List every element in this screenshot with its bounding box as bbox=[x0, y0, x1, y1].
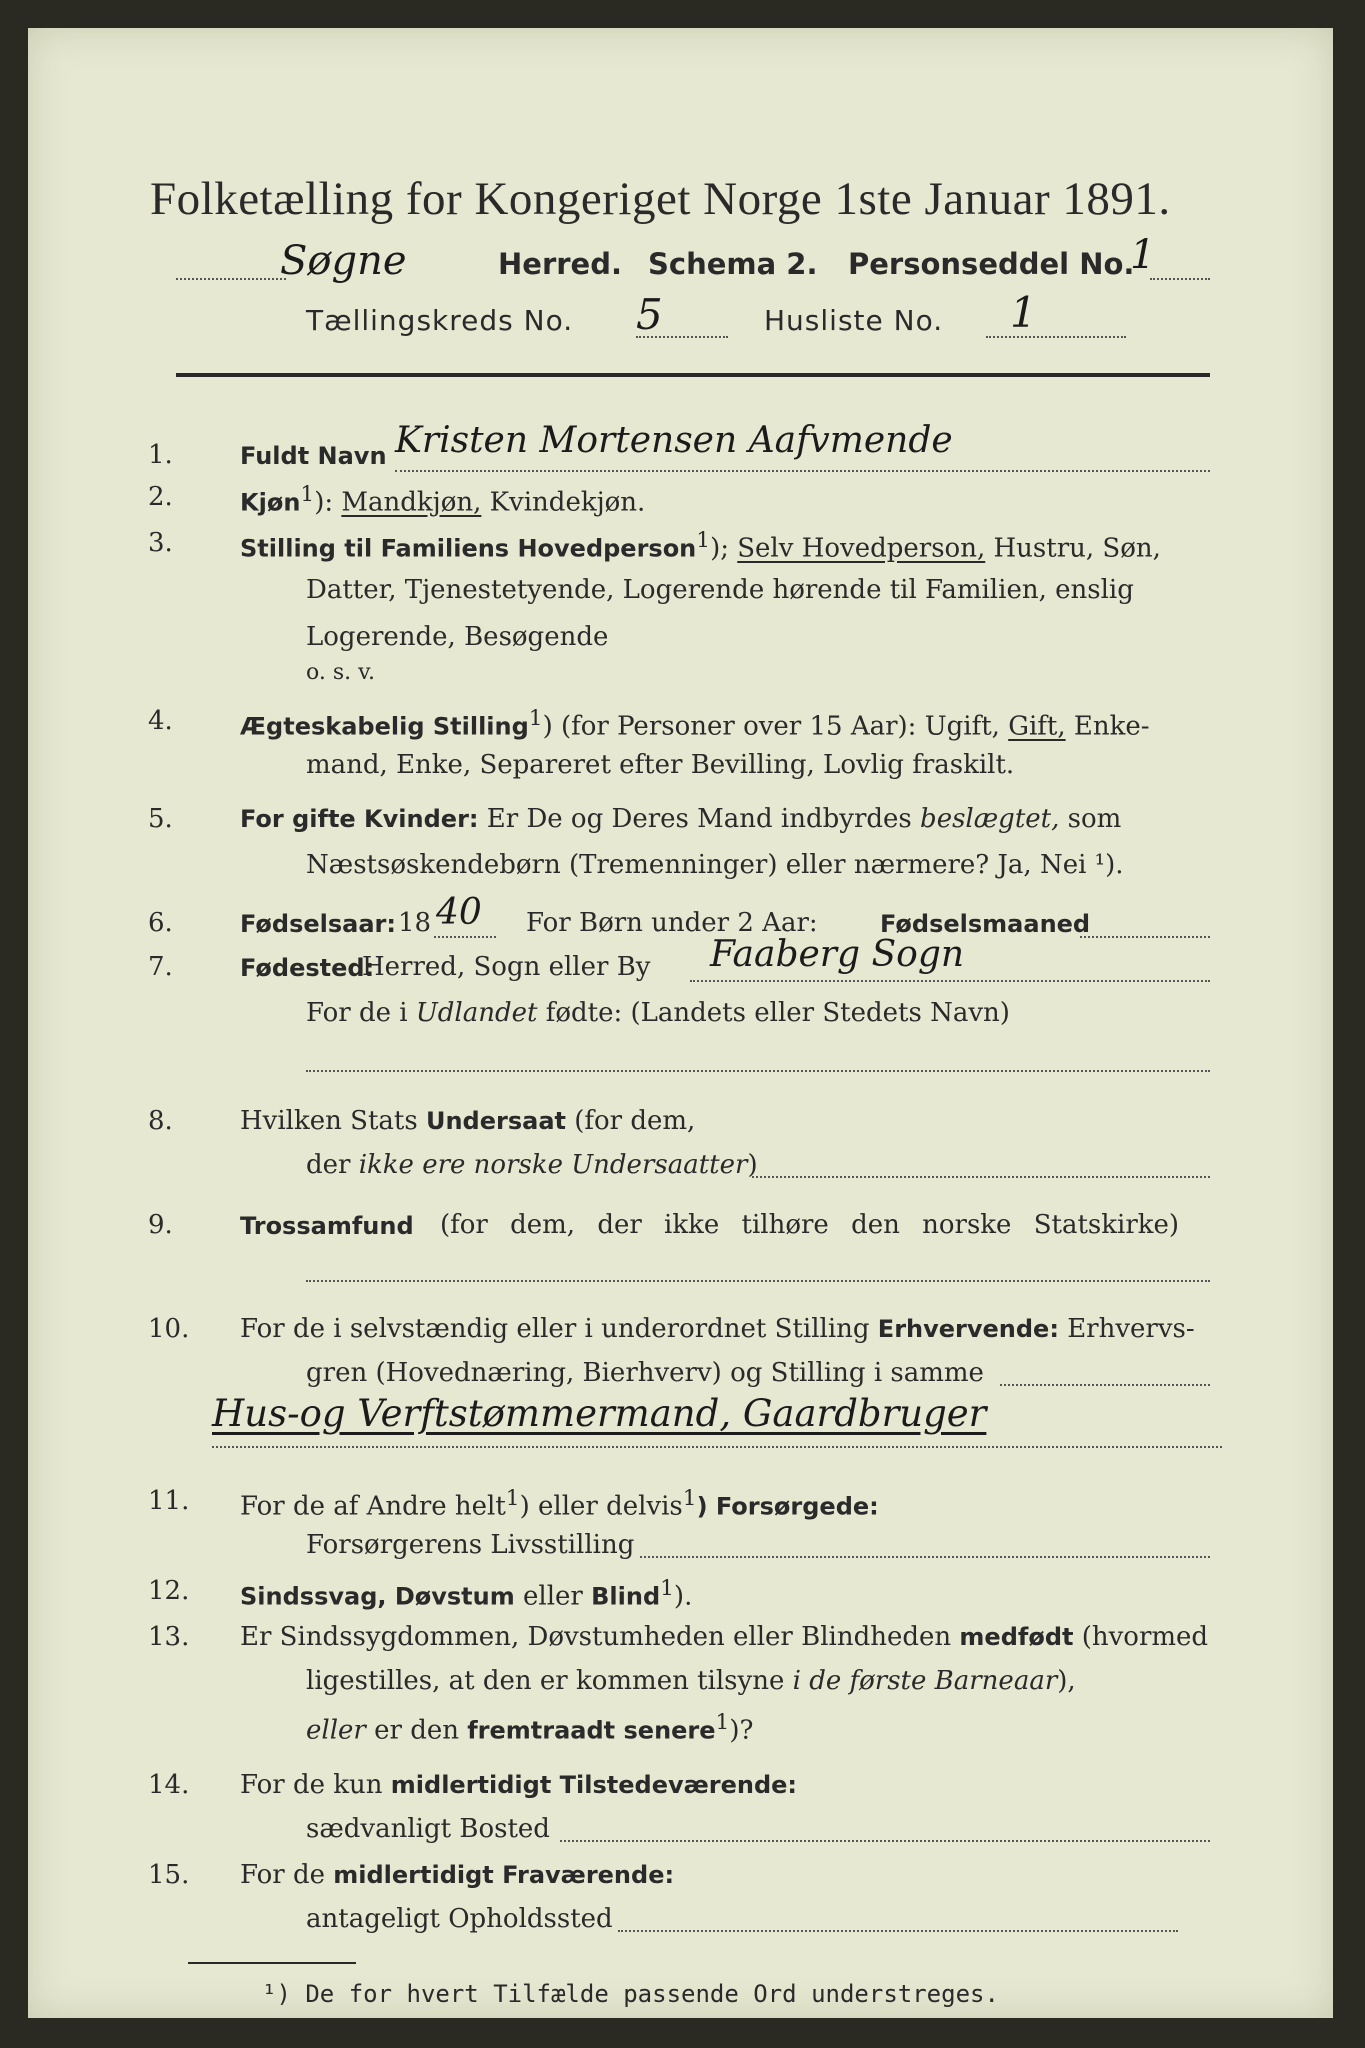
q11-sup2: 1 bbox=[682, 1486, 697, 1511]
q13-line2-text: ligestilles, at den er kommen tilsyne bbox=[306, 1666, 785, 1696]
q13-sup: 1 bbox=[715, 1710, 730, 1735]
q4-line2: mand, Enke, Separeret efter Bevilling, Lovlig fraskilt. bbox=[306, 750, 1015, 780]
q10-dotted-line bbox=[1000, 1384, 1210, 1386]
q14-label: midlertidigt Tilstedeværende: bbox=[390, 1771, 798, 1799]
q15-number: 15. bbox=[148, 1860, 190, 1890]
q12-label2: Blind bbox=[591, 1582, 661, 1611]
q4-text: ) (for Personer over 15 Aar): Ugift, bbox=[542, 711, 1000, 742]
q3-sup: 1 bbox=[696, 528, 711, 553]
q15-dotted-line bbox=[618, 1930, 1178, 1932]
q5-text: Er De og Deres Mand indbyrdes bbox=[486, 804, 912, 834]
q11-number: 11. bbox=[148, 1486, 190, 1516]
q6-answer: 40 bbox=[436, 892, 482, 933]
q2-row bbox=[240, 482, 645, 518]
q4-row bbox=[240, 706, 1150, 742]
header-rule bbox=[176, 373, 1210, 377]
q3-row bbox=[240, 528, 1161, 564]
q9-text: (for dem, der ikke tilhøre den norske Statskirke) bbox=[440, 1210, 1180, 1240]
q13-text-end: (hvormed bbox=[1081, 1622, 1209, 1652]
q10-dotted-line-2 bbox=[212, 1446, 1222, 1448]
footnote: ¹) De for hvert Tilfælde passende Ord understreges. bbox=[262, 1980, 999, 2008]
husliste-label: Husliste No. bbox=[764, 304, 944, 337]
q8-line2-close: ) bbox=[747, 1150, 758, 1180]
q7-dotted-line-2 bbox=[306, 1070, 1210, 1072]
footnote-rule bbox=[188, 1962, 356, 1964]
q5-text-end: som bbox=[1067, 804, 1122, 834]
q14-text: For de kun bbox=[240, 1770, 383, 1800]
q5-number: 5. bbox=[148, 804, 173, 834]
form-title: Folketælling for Kongeriget Norge 1ste Januar 1891. bbox=[150, 173, 1171, 225]
q2-option-mandkjon: Mandkjøn, bbox=[341, 487, 482, 518]
q8-line2-text: der bbox=[306, 1150, 351, 1180]
q8-text: Hvilken Stats bbox=[240, 1106, 418, 1136]
q7-line2-text: For de i bbox=[306, 998, 408, 1028]
personseddel-dotted-line bbox=[1150, 278, 1210, 280]
q13-line3-end: )? bbox=[729, 1715, 754, 1746]
q10-line2: gren (Hovednæring, Bierhverv) og Stilling i samme bbox=[306, 1358, 984, 1388]
q8-label: Undersaat bbox=[425, 1107, 566, 1135]
q5-line2: Næstsøskendebørn (Tremenninger) eller nærmere? Ja, Nei ¹). bbox=[306, 850, 1124, 880]
q5-italic: beslægtet, bbox=[920, 804, 1060, 834]
q2-colon: ): bbox=[314, 487, 334, 518]
q13-row bbox=[240, 1622, 1208, 1652]
q10-label: Erhvervende: bbox=[877, 1315, 1059, 1343]
q6-dotted-line-2 bbox=[1080, 936, 1210, 938]
q9-number: 9. bbox=[148, 1210, 173, 1240]
q13-line3-text: er den bbox=[374, 1715, 459, 1746]
q13-number: 13. bbox=[148, 1622, 190, 1652]
q8-number: 8. bbox=[148, 1106, 173, 1136]
q12-end: ). bbox=[673, 1581, 693, 1612]
q4-sup: 1 bbox=[528, 706, 543, 731]
q7-label: Fødested: bbox=[240, 954, 375, 982]
q3-label: Stilling til Familiens Hovedperson bbox=[240, 534, 697, 563]
q2-number: 2. bbox=[148, 482, 173, 512]
q11-sup1: 1 bbox=[505, 1486, 520, 1511]
q6-dotted-line bbox=[434, 936, 496, 938]
q6-prefix: 18 bbox=[398, 908, 432, 938]
q13-row3 bbox=[306, 1710, 753, 1746]
q8-row2 bbox=[306, 1150, 758, 1180]
herred-label: Herred. bbox=[498, 247, 622, 281]
q11-text: For de af Andre helt bbox=[240, 1491, 506, 1522]
q3-colon: ); bbox=[710, 533, 729, 564]
q4-text-end: Enke- bbox=[1073, 711, 1150, 742]
q5-row bbox=[240, 804, 1121, 834]
q11-text2: ) eller delvis bbox=[519, 1491, 683, 1522]
q7-text: Herred, Sogn eller By bbox=[362, 952, 651, 982]
q1-label: Fuldt Navn bbox=[240, 442, 387, 470]
tellingskreds-dotted-line bbox=[636, 336, 728, 338]
q10-text-end: Erhvervs- bbox=[1067, 1314, 1195, 1344]
q13-line3-bold: fremtraadt senere bbox=[467, 1716, 716, 1745]
q11-row bbox=[240, 1486, 879, 1522]
q13-line2-end: ), bbox=[1057, 1666, 1076, 1696]
q14-number: 14. bbox=[148, 1770, 190, 1800]
q10-text: For de i selvstændig eller i underordnet Stilling bbox=[240, 1314, 870, 1344]
q8-dotted-line bbox=[752, 1176, 1210, 1178]
q8-line2-italic: ikke ere norske Undersaatter bbox=[358, 1150, 748, 1180]
q11-label: ) Forsørgede: bbox=[696, 1492, 879, 1521]
q3-option-selv-hovedperson: Selv Hovedperson, bbox=[737, 533, 986, 564]
personseddel-label: Personseddel No. bbox=[848, 247, 1135, 281]
q15-line2: antageligt Opholdssted bbox=[306, 1904, 613, 1934]
q7-line2-text-end: fødte: (Landets eller Stedets Navn) bbox=[545, 998, 1010, 1028]
q12-label: Sindssvag, Døvstum bbox=[240, 1582, 515, 1611]
q8-text-end: (for dem, bbox=[574, 1106, 696, 1136]
q11-dotted-line bbox=[640, 1556, 1210, 1558]
husliste-value: 1 bbox=[1010, 288, 1037, 337]
q12-sup: 1 bbox=[660, 1576, 674, 1601]
q13-line2-italic: i de første Barneaar bbox=[792, 1666, 1058, 1696]
q3-line2: Datter, Tjenestetyende, Logerende hørende til Familien, enslig bbox=[306, 575, 1134, 605]
q10-row bbox=[240, 1314, 1195, 1344]
q6-text: For Børn under 2 Aar: bbox=[526, 908, 818, 938]
q9-dotted-line bbox=[306, 1280, 1210, 1282]
q7-dotted-line bbox=[690, 980, 1210, 982]
q12-text: eller bbox=[523, 1581, 583, 1612]
q14-line2: sædvanligt Bosted bbox=[306, 1814, 550, 1844]
q7-answer: Faaberg Sogn bbox=[710, 934, 965, 975]
q14-dotted-line bbox=[560, 1840, 1210, 1842]
q15-label: midlertidigt Fraværende: bbox=[333, 1861, 675, 1889]
q13-text: Er Sindssygdommen, Døvstumheden eller Blindheden bbox=[240, 1622, 952, 1652]
q12-row bbox=[240, 1576, 692, 1612]
q3-options-rest: Hustru, Søn, bbox=[993, 533, 1161, 564]
q8-row bbox=[240, 1106, 695, 1136]
q2-sup: 1 bbox=[300, 482, 315, 507]
q1-answer: Kristen Mortensen Aafvmende bbox=[395, 420, 953, 461]
q2-label: Kjøn bbox=[240, 488, 301, 517]
q10-answer: Hus-og Verftstømmermand, Gaardbruger bbox=[212, 1392, 987, 1435]
q13-row2 bbox=[306, 1666, 1076, 1696]
q7-row2 bbox=[306, 998, 1010, 1028]
q13-line3-italic: eller bbox=[306, 1715, 366, 1746]
personseddel-value: 1 bbox=[1130, 232, 1156, 278]
q3-line4: o. s. v. bbox=[306, 660, 375, 685]
q7-line2-italic: Udlandet bbox=[415, 998, 538, 1028]
q3-line3: Logerende, Besøgende bbox=[306, 622, 609, 652]
q1-number: 1. bbox=[148, 440, 173, 470]
herred-dotted-line bbox=[176, 278, 286, 280]
q11-line2: Forsørgerens Livsstilling bbox=[306, 1530, 635, 1560]
q4-label: Ægteskabelig Stilling bbox=[240, 712, 529, 741]
q6-number: 6. bbox=[148, 908, 173, 938]
q1-dotted-line bbox=[395, 470, 1210, 472]
q15-row bbox=[240, 1860, 674, 1890]
q10-number: 10. bbox=[148, 1314, 190, 1344]
q14-row bbox=[240, 1770, 797, 1800]
q6-label: Fødselsaar: bbox=[240, 910, 396, 938]
q12-number: 12. bbox=[148, 1576, 190, 1606]
tellingskreds-value: 5 bbox=[636, 290, 663, 339]
herred-value: Søgne bbox=[280, 238, 407, 284]
q13-label: medfødt bbox=[959, 1623, 1074, 1651]
q15-text: For de bbox=[240, 1860, 325, 1890]
schema-label: Schema 2. bbox=[648, 247, 818, 281]
husliste-dotted-line bbox=[986, 336, 1126, 338]
q3-number: 3. bbox=[148, 528, 173, 558]
q9-label: Trossamfund bbox=[240, 1212, 414, 1240]
q4-option-gift: Gift, bbox=[1008, 711, 1066, 742]
q4-number: 4. bbox=[148, 706, 173, 736]
q2-option-kvindekjon: Kvindekjøn. bbox=[489, 487, 646, 518]
tellingskreds-label: Tællingskreds No. bbox=[306, 304, 574, 337]
q5-label: For gifte Kvinder: bbox=[240, 805, 479, 833]
q6-label2: Fødselsmaaned bbox=[880, 910, 1091, 938]
q7-number: 7. bbox=[148, 952, 173, 982]
